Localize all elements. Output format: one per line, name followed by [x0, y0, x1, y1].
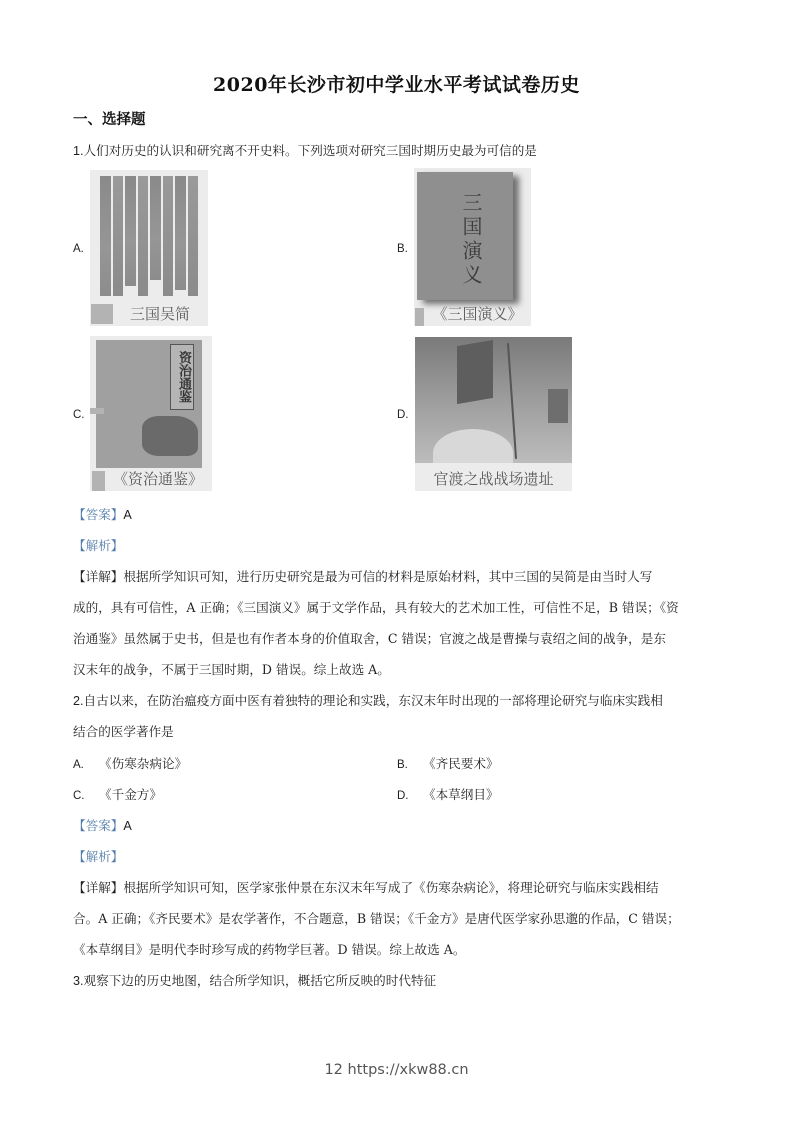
option-text: 《本草纲目》 — [423, 787, 499, 802]
battlefield-photo-image — [415, 337, 572, 491]
detail-tag: 【详解】 — [73, 880, 124, 895]
answer-line — [73, 507, 132, 523]
analysis-tag: 【解析】 — [73, 538, 124, 553]
analysis-line — [73, 849, 123, 865]
analysis-line — [73, 538, 123, 554]
book-cover-image — [90, 336, 212, 491]
detail-line: 成的，具有可信性，A 正确；《三国演义》属于文学作品，具有较大的艺术加工性，可信性不足，B 错误；《资 — [73, 600, 679, 615]
photo-sky — [415, 337, 572, 463]
answer-line — [73, 818, 132, 834]
scan-mark — [91, 304, 113, 324]
page-title: 2020年长沙市初中学业水平考试试卷历史 — [213, 74, 580, 96]
answer-value: A — [123, 508, 132, 522]
question-3-stem — [73, 973, 436, 989]
cover-title: 资治通鉴 — [170, 344, 194, 410]
book-cover-image — [414, 168, 531, 326]
scan-mark — [90, 408, 104, 414]
option-b-label: B. — [397, 243, 408, 255]
question-text: 观察下边的历史地图，结合所学知识，概括它所反映的时代特征 — [83, 973, 437, 988]
option-d — [397, 787, 499, 804]
detail-line: 《本草纲目》是明代李时珍写成的药物学巨著。D 错误。综上故选 A。 — [73, 942, 466, 957]
page-footer: 12 https://xkw88.cn — [324, 1062, 469, 1078]
question-text: 结合的医学著作是 — [73, 724, 174, 739]
flag-graphic — [548, 389, 568, 423]
analysis-tag: 【解析】 — [73, 849, 124, 864]
detail-text: 根据所学知识可知，医学家张仲景在东汉末年写成了《伤寒杂病论》，将理论研究与临床实践相结 — [123, 880, 659, 895]
option-text: 《千金方》 — [99, 787, 162, 802]
option-text: 《伤寒杂病论》 — [99, 756, 188, 771]
answer-value: A — [123, 819, 132, 833]
detail-line: 合。A 正确；《齐民要术》是农学著作，不合题意，B 错误；《千金方》是唐代医学家孙思邈的作品，C 错误； — [73, 911, 680, 926]
question-text: 自古以来，在防治瘟疫方面中医有着独特的理论和实践，东汉末年时出现的一部将理论研究与临床实践相 — [83, 693, 663, 708]
section-heading: 一、选择题 — [73, 111, 146, 128]
question-1-stem — [73, 143, 537, 159]
option-a-label: A. — [73, 243, 84, 255]
scan-mark — [415, 308, 424, 326]
option-c-label: C. — [73, 409, 85, 421]
question-number: 2. — [73, 694, 84, 708]
option-text: 《齐民要术》 — [423, 756, 499, 771]
option-b-caption: 《三国演义》 — [432, 305, 523, 323]
option-d-label: D. — [397, 409, 409, 421]
slips-graphic — [100, 176, 198, 296]
option-c-caption: 《资治通鉴》 — [112, 470, 203, 488]
detail-line: 汉末年的战争，不属于三国时期，D 错误。综上故选 A。 — [73, 662, 390, 677]
detail-line: 治通鉴》虽然属于史书，但是也有作者本身的价值取舍，C 错误；官渡之战是曹操与袁绍之间的战争，是东 — [73, 631, 666, 646]
bamboo-slips-image — [90, 170, 208, 326]
question-number: 1. — [73, 144, 84, 158]
cover-title: 三国演义 — [459, 192, 483, 288]
option-c — [73, 787, 162, 804]
answer-tag: 【答案】 — [73, 818, 124, 833]
flag-graphic — [457, 340, 493, 404]
question-number: 3. — [73, 974, 84, 988]
answer-tag: 【答案】 — [73, 507, 124, 522]
option-label: B. — [397, 759, 408, 771]
detail-text: 根据所学知识可知，进行历史研究是最为可信的材料是原始材料，其中三国的吴简是由当时人写 — [123, 569, 653, 584]
option-label: C. — [73, 790, 85, 802]
cover-illustration — [142, 416, 198, 456]
option-label: D. — [397, 790, 409, 802]
detail-line — [73, 880, 659, 896]
question-2-stem — [73, 693, 663, 709]
question-text: 人们对历史的认识和研究离不开史料。下列选项对研究三国时期历史最为可信的是 — [83, 143, 537, 158]
detail-tag: 【详解】 — [73, 569, 124, 584]
tent-graphic — [433, 429, 513, 463]
book-graphic — [96, 340, 202, 468]
option-a — [73, 756, 187, 773]
option-d-caption: 官渡之战战场遗址 — [433, 470, 554, 488]
option-b — [397, 756, 499, 773]
option-a-caption: 三国吴简 — [129, 305, 190, 323]
book-graphic — [417, 172, 513, 300]
option-label: A. — [73, 759, 84, 771]
detail-line — [73, 569, 652, 585]
